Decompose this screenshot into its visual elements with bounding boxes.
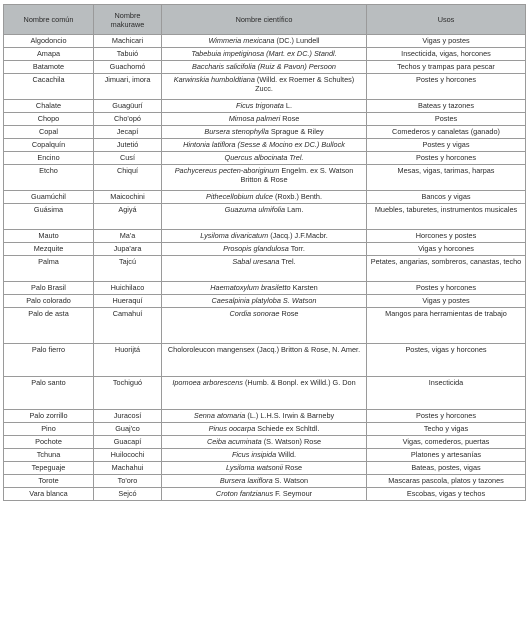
cell-makurawe-name: Huorijtá <box>94 344 162 377</box>
cell-uses: Vigas y postes <box>367 295 526 308</box>
cell-scientific-name <box>162 449 367 462</box>
cell-scientific-name <box>162 74 367 100</box>
cell-common-name: Palo colorado <box>4 295 94 308</box>
cell-scientific-name <box>162 436 367 449</box>
cell-uses: Muebles, taburetes, instrumentos musicales <box>367 204 526 230</box>
cell-uses: Horcones y postes <box>367 230 526 243</box>
scientific-name-italic: Pachycereus pecten-aboriginum <box>174 166 280 175</box>
cell-uses: Postes, vigas y horcones <box>367 344 526 377</box>
cell-makurawe-name: Camahuí <box>94 308 162 344</box>
cell-uses: Postes y horcones <box>367 74 526 100</box>
cell-common-name: Copal <box>4 126 94 139</box>
cell-common-name: Algodoncio <box>4 35 94 48</box>
scientific-name-author: (L.) L.H.S. Irwin & Barneby <box>245 411 335 420</box>
table-row <box>4 152 526 165</box>
cell-common-name: Batamote <box>4 61 94 74</box>
cell-makurawe-name: Tabuió <box>94 48 162 61</box>
cell-scientific-name <box>162 126 367 139</box>
header-makurawe-name: Nombre makurawe <box>94 5 162 35</box>
cell-makurawe-name: Jutetió <box>94 139 162 152</box>
table-row <box>4 475 526 488</box>
cell-scientific-name <box>162 344 367 377</box>
cell-common-name: Etcho <box>4 165 94 191</box>
cell-common-name: Palo fierro <box>4 344 94 377</box>
scientific-name-author: F. Seymour <box>273 489 313 498</box>
table-row <box>4 282 526 295</box>
cell-scientific-name <box>162 100 367 113</box>
cell-makurawe-name: Jimuari, imora <box>94 74 162 100</box>
table-row <box>4 449 526 462</box>
cell-scientific-name <box>162 256 367 282</box>
table-row <box>4 35 526 48</box>
table-row <box>4 48 526 61</box>
header-common-name: Nombre común <box>4 5 94 35</box>
cell-uses: Bancos y vigas <box>367 191 526 204</box>
cell-uses: Bateas, postes, vigas <box>367 462 526 475</box>
cell-scientific-name <box>162 488 367 501</box>
scientific-name-italic: Wimmeria mexicana <box>208 36 275 45</box>
scientific-name-author: Torr. <box>288 244 305 253</box>
table-row <box>4 100 526 113</box>
scientific-name-author: (Humb. & Bonpl. ex Willd.) G. Don <box>242 378 356 387</box>
cell-uses: Mangos para herramientas de trabajo <box>367 308 526 344</box>
table-row <box>4 344 526 377</box>
cell-common-name: Mezquite <box>4 243 94 256</box>
cell-common-name: Palo zorrillo <box>4 410 94 423</box>
cell-scientific-name <box>162 139 367 152</box>
cell-common-name: Palma <box>4 256 94 282</box>
cell-common-name: Chopo <box>4 113 94 126</box>
cell-makurawe-name: Guaj'co <box>94 423 162 436</box>
scientific-name-author: Rose <box>279 309 299 318</box>
cell-common-name: Tepeguaje <box>4 462 94 475</box>
cell-makurawe-name: Cusí <box>94 152 162 165</box>
cell-common-name: Encino <box>4 152 94 165</box>
cell-makurawe-name: Guachomó <box>94 61 162 74</box>
table-row <box>4 139 526 152</box>
cell-makurawe-name: Chiquí <box>94 165 162 191</box>
cell-makurawe-name: Tajcú <box>94 256 162 282</box>
cell-scientific-name <box>162 282 367 295</box>
table-row <box>4 423 526 436</box>
scientific-name-author: (Jacq.) J.F.Macbr. <box>268 231 328 240</box>
cell-scientific-name <box>162 462 367 475</box>
scientific-name-italic: Sabal uresana <box>232 257 280 266</box>
cell-scientific-name <box>162 308 367 344</box>
cell-scientific-name <box>162 204 367 230</box>
scientific-name-author: Willd. <box>276 450 297 459</box>
cell-makurawe-name: Huichilaco <box>94 282 162 295</box>
header-uses: Usos <box>367 5 526 35</box>
cell-makurawe-name: To'oro <box>94 475 162 488</box>
scientific-name-italic: Haematoxylum brasiletto <box>210 283 291 292</box>
cell-scientific-name <box>162 295 367 308</box>
cell-scientific-name <box>162 230 367 243</box>
cell-uses: Techo y vigas <box>367 423 526 436</box>
scientific-name-italic: Bursera laxiflora <box>219 476 273 485</box>
cell-uses: Vigas, comederos, puertas <box>367 436 526 449</box>
cell-scientific-name <box>162 423 367 436</box>
scientific-name-author: S. Watson <box>272 476 309 485</box>
cell-scientific-name <box>162 377 367 410</box>
scientific-name-author: Trel. <box>279 257 296 266</box>
scientific-name-author: Lam. <box>285 205 304 214</box>
cell-common-name: Mauto <box>4 230 94 243</box>
cell-common-name: Pino <box>4 423 94 436</box>
scientific-name-author: Choloroleucon mangensex (Jacq.) Britton & Rose, N. Amer. <box>167 345 361 354</box>
cell-common-name: Torote <box>4 475 94 488</box>
cell-makurawe-name: Jupa'ara <box>94 243 162 256</box>
cell-makurawe-name: Guacapí <box>94 436 162 449</box>
scientific-name-italic: Quercus albocinata Trel. <box>224 153 304 162</box>
scientific-name-italic: Ceiba acuminata <box>206 437 262 446</box>
cell-uses: Insecticida, vigas, horcones <box>367 48 526 61</box>
scientific-name-author: (Willd. ex Roemer & Schultes) Zucc. <box>254 75 355 93</box>
cell-makurawe-name: Jecapí <box>94 126 162 139</box>
scientific-name-italic: Pithecellobium dulce <box>205 192 273 201</box>
scientific-name-italic: Lysiloma divaricatum <box>200 231 269 240</box>
cell-common-name: Palo de asta <box>4 308 94 344</box>
cell-scientific-name <box>162 61 367 74</box>
cell-uses: Postes y horcones <box>367 152 526 165</box>
scientific-name-author: Rose <box>280 114 300 123</box>
cell-uses: Postes y vigas <box>367 139 526 152</box>
cell-uses: Postes <box>367 113 526 126</box>
table-row <box>4 191 526 204</box>
species-table-container <box>3 4 522 501</box>
scientific-name-author: Sprague & Riley <box>268 127 324 136</box>
cell-makurawe-name: Guagüurí <box>94 100 162 113</box>
scientific-name-author: Engelm. ex S. Watson Britton & Rose <box>240 166 354 184</box>
table-row <box>4 377 526 410</box>
table-row <box>4 165 526 191</box>
cell-uses: Platones y artesanías <box>367 449 526 462</box>
table-row <box>4 295 526 308</box>
header-scientific-name: Nombre científico <box>162 5 367 35</box>
cell-common-name: Guásima <box>4 204 94 230</box>
scientific-name-author: (S. Watson) Rose <box>261 437 322 446</box>
table-row <box>4 410 526 423</box>
scientific-name-italic: Cordia sonorae <box>229 309 280 318</box>
cell-common-name: Copalquín <box>4 139 94 152</box>
cell-uses: Postes y horcones <box>367 410 526 423</box>
scientific-name-italic: Ipomoea arborescens <box>172 378 243 387</box>
cell-common-name: Pochote <box>4 436 94 449</box>
scientific-name-italic: Croton fantzianus <box>215 489 274 498</box>
scientific-name-author: Karsten <box>290 283 318 292</box>
scientific-name-italic: Pinus oocarpa <box>208 424 256 433</box>
cell-uses: Techos y trampas para pescar <box>367 61 526 74</box>
cell-scientific-name <box>162 243 367 256</box>
cell-uses: Postes y horcones <box>367 282 526 295</box>
cell-scientific-name <box>162 113 367 126</box>
cell-uses: Mascaras pascola, platos y tazones <box>367 475 526 488</box>
scientific-name-author: L. <box>283 101 292 110</box>
table-body <box>4 35 526 501</box>
cell-scientific-name <box>162 410 367 423</box>
cell-makurawe-name: Machicari <box>94 35 162 48</box>
scientific-name-author: (DC.) Lundell <box>274 36 320 45</box>
cell-scientific-name <box>162 48 367 61</box>
cell-scientific-name <box>162 35 367 48</box>
cell-uses: Vigas y horcones <box>367 243 526 256</box>
cell-uses: Escobas, vigas y techos <box>367 488 526 501</box>
table-row <box>4 243 526 256</box>
cell-uses: Comederos y canaletas (ganado) <box>367 126 526 139</box>
scientific-name-italic: Caesalpinia platyloba S. Watson <box>211 296 317 305</box>
table-row <box>4 256 526 282</box>
table-row <box>4 126 526 139</box>
cell-common-name: Tchuna <box>4 449 94 462</box>
cell-uses: Bateas y tazones <box>367 100 526 113</box>
table-row <box>4 113 526 126</box>
scientific-name-italic: Tabebuia impetiginosa (Mart. ex DC.) Standl. <box>191 49 337 58</box>
table-row <box>4 204 526 230</box>
scientific-name-italic: Senna atomaria <box>193 411 246 420</box>
cell-makurawe-name: Sejcó <box>94 488 162 501</box>
scientific-name-italic: Hintonia latiflora (Sesse & Mocino ex DC.) Bullock <box>183 140 345 149</box>
scientific-name-italic: Karwinskia humboldtiana <box>173 75 255 84</box>
table-row <box>4 61 526 74</box>
table-row <box>4 436 526 449</box>
cell-common-name: Vara blanca <box>4 488 94 501</box>
cell-uses: Petates, angarias, sombreros, canastas, techo <box>367 256 526 282</box>
scientific-name-italic: Prosopis glandulosa <box>223 244 289 253</box>
scientific-name-italic: Guazuma ulmifolia <box>224 205 286 214</box>
cell-common-name: Palo santo <box>4 377 94 410</box>
cell-common-name: Palo Brasil <box>4 282 94 295</box>
cell-scientific-name <box>162 475 367 488</box>
cell-makurawe-name: Hueraquí <box>94 295 162 308</box>
scientific-name-author: Schiede ex Schltdl. <box>255 424 320 433</box>
scientific-name-italic: Lysiloma watsonii <box>225 463 283 472</box>
cell-makurawe-name: Huilocochi <box>94 449 162 462</box>
cell-makurawe-name: Ma'a <box>94 230 162 243</box>
cell-scientific-name <box>162 191 367 204</box>
cell-scientific-name <box>162 152 367 165</box>
scientific-name-author: (Roxb.) Benth. <box>272 192 322 201</box>
table-row <box>4 230 526 243</box>
cell-makurawe-name: Tochiguó <box>94 377 162 410</box>
cell-uses: Mesas, vigas, tarimas, harpas <box>367 165 526 191</box>
table-row <box>4 74 526 100</box>
cell-scientific-name <box>162 165 367 191</box>
scientific-name-italic: Mimosa palmeri <box>228 114 281 123</box>
cell-common-name: Guamúchil <box>4 191 94 204</box>
table-row <box>4 308 526 344</box>
cell-makurawe-name: Machahui <box>94 462 162 475</box>
scientific-name-italic: Baccharis salicifolia (Ruiz & Pavon) Persoon <box>192 62 336 71</box>
scientific-name-italic: Ficus trigonata <box>236 101 284 110</box>
table-row <box>4 488 526 501</box>
scientific-name-italic: Bursera stenophylla <box>204 127 269 136</box>
scientific-name-italic: Ficus insipida <box>231 450 277 459</box>
table-row <box>4 462 526 475</box>
cell-common-name: Amapa <box>4 48 94 61</box>
cell-uses: Insecticida <box>367 377 526 410</box>
cell-makurawe-name: Cho'opó <box>94 113 162 126</box>
cell-makurawe-name: Maicochini <box>94 191 162 204</box>
cell-common-name: Cacachila <box>4 74 94 100</box>
cell-makurawe-name: Juracosí <box>94 410 162 423</box>
cell-common-name: Chalate <box>4 100 94 113</box>
cell-makurawe-name: Agiyá <box>94 204 162 230</box>
scientific-name-author: Rose <box>283 463 303 472</box>
species-table <box>3 4 526 501</box>
table-header-row <box>4 5 526 35</box>
cell-uses: Vigas y postes <box>367 35 526 48</box>
